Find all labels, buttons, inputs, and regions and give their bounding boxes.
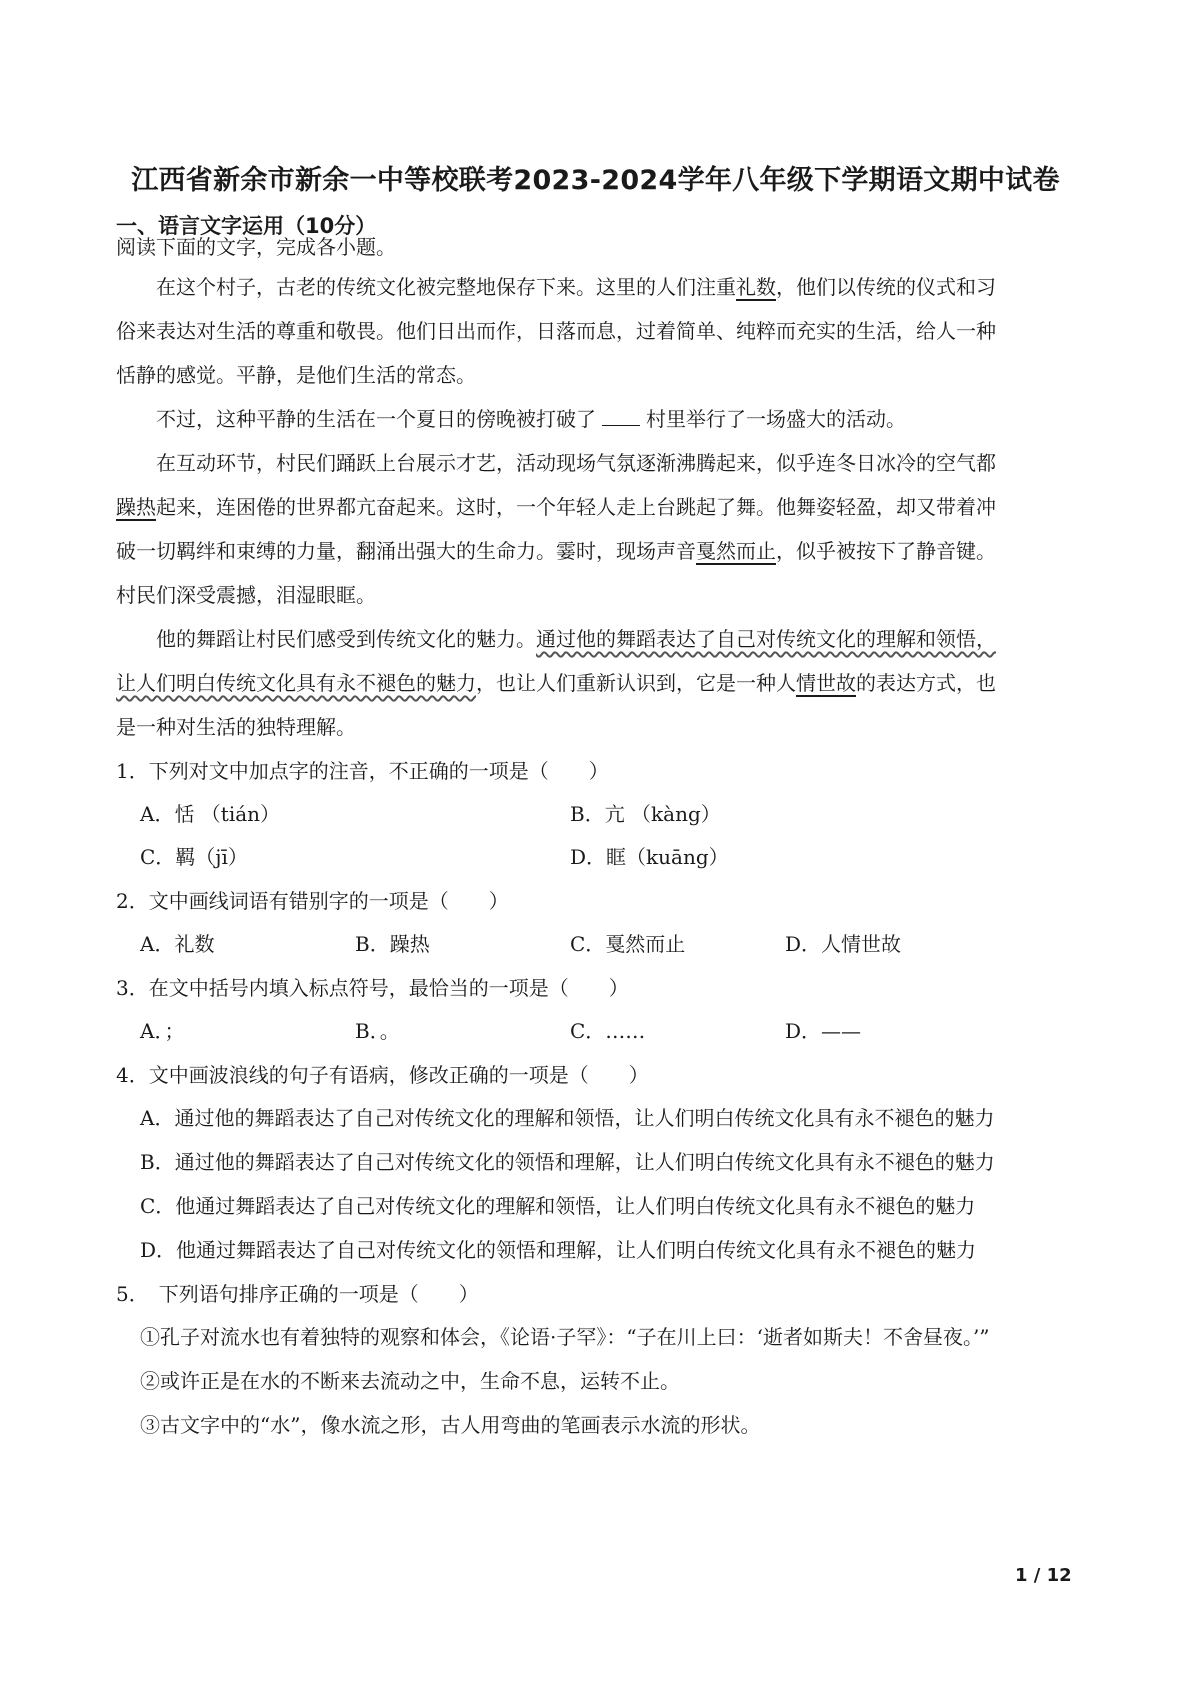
underlined-word: 躁热 bbox=[116, 495, 156, 519]
q4-option-d: D．他通过舞蹈表达了自己对传统文化的领悟和理解，让人们明白传统文化具有永不褪色的魅力 bbox=[140, 1238, 977, 1262]
question-4-stem: 4．文中画波浪线的句子有语病，修改正确的一项是（ ） bbox=[116, 1063, 649, 1087]
text-span: 破一切羁绊和束缚的力量，翻涌出强大的生命力。霎时，现场声音 bbox=[116, 539, 696, 563]
q1-option-b: B．亢 （kàng） bbox=[570, 802, 721, 826]
question-5-stem: 5． 下列语句排序正确的一项是（ ） bbox=[116, 1282, 479, 1306]
q3-option-d: D．—— bbox=[785, 1019, 862, 1043]
text-span: 他的舞蹈让村民们感受到传统文化的魅力。 bbox=[156, 627, 536, 651]
passage-p3-line3 bbox=[116, 536, 996, 566]
underlined-word: 礼数 bbox=[736, 275, 776, 299]
text-span: 的表达方式，也 bbox=[856, 671, 996, 695]
q2-option-b: B．躁热 bbox=[355, 932, 430, 956]
question-3-stem: 3．在文中括号内填入标点符号，最恰当的一项是（ ） bbox=[116, 976, 629, 1000]
q2-option-d: D．人情世故 bbox=[785, 932, 902, 956]
passage-p4-line3: 是一种对生活的独特理解。 bbox=[116, 715, 356, 739]
q4-option-c: C．他通过舞蹈表达了自己对传统文化的理解和领悟，让人们明白传统文化具有永不褪色的魅力 bbox=[140, 1194, 976, 1218]
passage-p2-line1 bbox=[156, 404, 906, 434]
text-span: 在这个村子，古老的传统文化被完整地保存下来。这里的人们注重 bbox=[156, 275, 736, 299]
page-number: 1 / 12 bbox=[1015, 1565, 1072, 1586]
underlined-word: 情世故 bbox=[796, 671, 856, 695]
q3-option-b: B．。 bbox=[355, 1019, 400, 1043]
passage-p1-line3: 恬静的感觉。平静，是他们生活的常态。 bbox=[116, 363, 476, 387]
wavy-underlined-sentence: 让人们明白传统文化具有永不褪色的魅力 bbox=[116, 671, 476, 695]
q5-sentence-3: ③古文字中的“水”，像水流之形，古人用弯曲的笔画表示水流的形状。 bbox=[140, 1413, 761, 1437]
passage-p1-line2: 俗来表达对生活的尊重和敬畏。他们日出而作，日落而息，过着简单、纯粹而充实的生活，给人一种 bbox=[116, 319, 996, 343]
text-span: 村里举行了一场盛大的活动。 bbox=[646, 407, 906, 431]
instruction-text: 阅读下面的文字，完成各小题。 bbox=[116, 235, 396, 259]
passage-p4-line1 bbox=[156, 624, 996, 654]
wavy-underlined-sentence: 通过他的舞蹈表达了自己对传统文化的理解和领悟， bbox=[536, 627, 996, 651]
q2-option-c: C．戛然而止 bbox=[570, 932, 686, 956]
text-span: ，他们以传统的仪式和习 bbox=[776, 275, 996, 299]
q3-option-a: A．； bbox=[140, 1019, 185, 1043]
q1-option-a: A．恬 （tián） bbox=[140, 802, 281, 826]
text-span: ，也让人们重新认识到，它是一种人 bbox=[476, 671, 796, 695]
question-1-stem: 1．下列对文中加点字的注音，不正确的一项是（ ） bbox=[116, 759, 609, 783]
passage-p3-line1: 在互动环节，村民们踊跃上台展示才艺，活动现场气氛逐渐沸腾起来，似乎连冬日冰冷的空气都 bbox=[156, 451, 996, 475]
fill-blank bbox=[602, 407, 640, 426]
text-span: 不过，这种平静的生活在一个夏日的傍晚被打破了 bbox=[156, 407, 596, 431]
text-span: 起来，连困倦的世界都亢奋起来。这时，一个年轻人走上台跳起了舞。他舞姿轻盈，却又带着冲 bbox=[156, 495, 996, 519]
underlined-word: 戛然而止 bbox=[696, 539, 776, 563]
q3-option-c: C．…… bbox=[570, 1019, 646, 1043]
q1-option-d: D．眶（kuāng） bbox=[570, 845, 729, 869]
passage-p3-line4: 村民们深受震撼，泪湿眼眶。 bbox=[116, 583, 376, 607]
q1-option-c: C．羁（jī） bbox=[140, 845, 248, 869]
q4-option-b: B．通过他的舞蹈表达了自己对传统文化的领悟和理解，让人们明白传统文化具有永不褪色的魅力 bbox=[140, 1150, 995, 1174]
question-2-stem: 2．文中画线词语有错别字的一项是（ ） bbox=[116, 889, 509, 913]
passage-p4-line2 bbox=[116, 668, 996, 698]
passage-p3-line2 bbox=[116, 492, 996, 522]
passage-p1-line1 bbox=[156, 272, 996, 302]
q5-sentence-1: ①孔子对流水也有着独特的观察和体会，《论语·子罕》：“子在川上曰：‘逝者如斯夫！不舍昼夜。’” bbox=[140, 1325, 990, 1349]
q5-sentence-2: ②或许正是在水的不断来去流动之中，生命不息，运转不止。 bbox=[140, 1369, 680, 1393]
section-heading: 一、语言文字运用（10分） bbox=[116, 214, 377, 238]
text-span: ，似乎被按下了静音键。 bbox=[776, 539, 996, 563]
q4-option-a: A．通过他的舞蹈表达了自己对传统文化的理解和领悟，让人们明白传统文化具有永不褪色的魅力 bbox=[140, 1106, 995, 1130]
q2-option-a: A．礼数 bbox=[140, 932, 215, 956]
exam-title: 江西省新余市新余一中等校联考2023-2024学年八年级下学期语文期中试卷 bbox=[131, 165, 1060, 196]
